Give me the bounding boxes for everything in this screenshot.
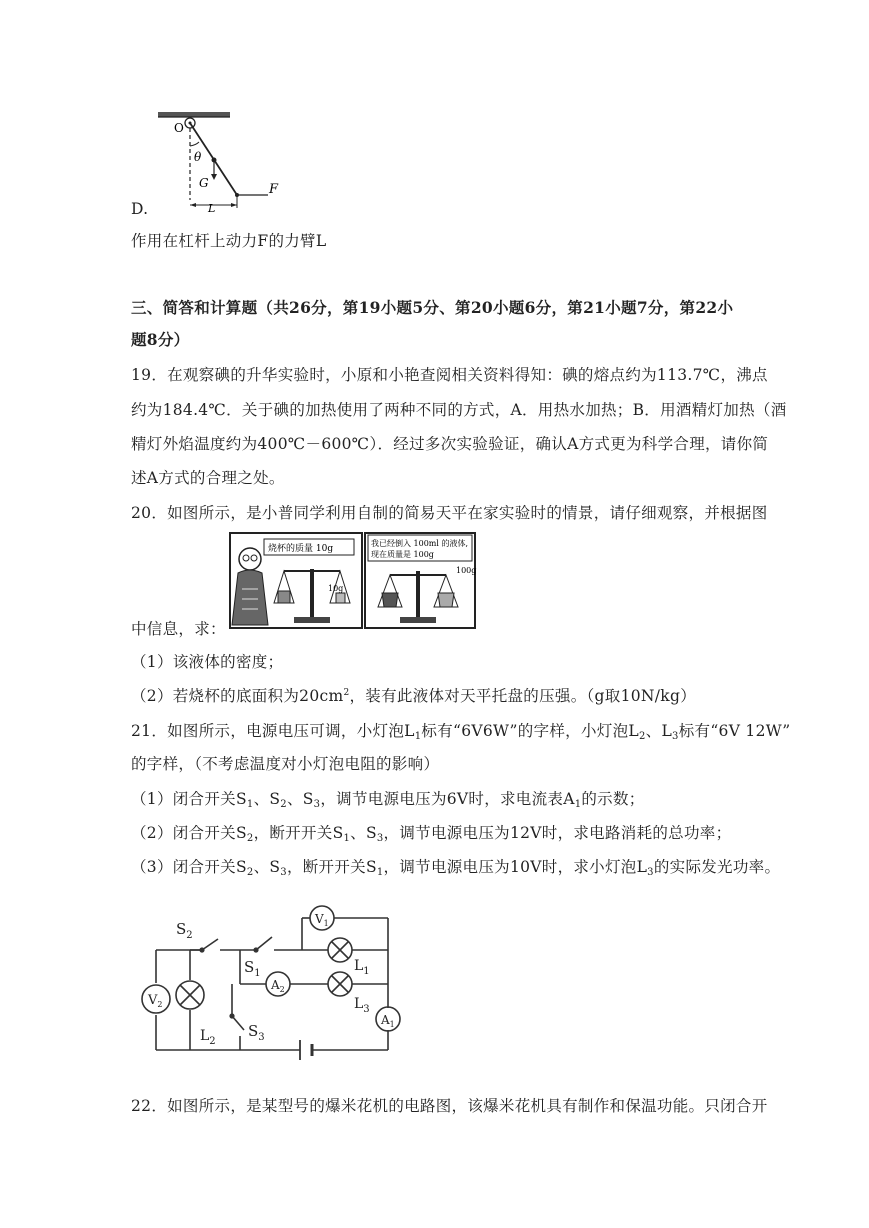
- circuit-label-s1: $S_1$: [244, 958, 261, 979]
- q19-text: 19．在观察碘的升华实验时，小原和小艳查阅相关资料得知：碘的熔点约为113.7℃，沸点: [131, 366, 768, 384]
- q19-text: 约为184.4℃．关于碘的加热使用了两种不同的方式，A．用热水加热；B．用酒精灯加热（酒: [131, 401, 787, 419]
- weight-label-10g: 10g: [328, 584, 344, 593]
- option-d-caption: 作用在杠杆上动力F的力臂L: [131, 232, 327, 250]
- circuit-label-v1: $V_1$: [315, 912, 329, 928]
- q20-sub2: （2）若烧杯的底面积为$20cm^2$，装有此液体对天平托盘的压强。（g取10N/kg）: [131, 687, 696, 705]
- q21-text: 21．如图所示，电源电压可调，小灯泡$L_1$标有“6V6W”的字样，小灯泡$L_2$、$L_3$标有“6V 12W”: [131, 722, 791, 742]
- circuit-label-a1: $A_1$: [381, 1013, 395, 1029]
- circuit-label-l2: $L_2$: [200, 1028, 216, 1047]
- lamp-l3: [328, 972, 352, 996]
- section-heading: 三、简答和计算题（共26分，第19小题5分、第20小题6分，第21小题7分，第22小: [131, 298, 734, 317]
- lamp-l1: [328, 938, 352, 962]
- lever-label-o: O: [174, 121, 184, 135]
- q20-text: 中信息，求：: [131, 620, 226, 638]
- q22-text: 22．如图所示，是某型号的爆米花机的电路图，该爆米花机具有制作和保温功能。只闭合开: [131, 1097, 768, 1115]
- section-heading-cont: 题8分）: [131, 330, 190, 349]
- circuit-label-s2: $S_2$: [176, 920, 193, 941]
- q21-sub3: （3）闭合开关$S_2$、$S_3$，断开开关$S_1$，调节电源电压为10V时，求小灯泡$L_3$的实际发光功率。: [131, 858, 781, 878]
- q19-text: 述A方式的合理之处。: [131, 469, 285, 487]
- circuit-diagram: [132, 888, 412, 1063]
- bubble-liquid-line1: 我已经倒入 100ml 的液体,: [371, 539, 469, 548]
- q20-text: 20．如图所示，是小普同学利用自制的简易天平在家实验时的情景，请仔细观察，并根据图: [131, 504, 768, 522]
- bubble-liquid-line2: 现在质量是 100g: [371, 550, 434, 559]
- student-figure: [232, 548, 268, 625]
- balance-right: [378, 566, 476, 623]
- q20-sub1: （1）该液体的密度；: [131, 653, 284, 671]
- bubble-beaker-mass: 烧杯的质量 10g: [268, 544, 334, 554]
- lever-label-l: L: [208, 202, 216, 213]
- circuit-label-v2: $V_2$: [148, 993, 163, 1009]
- q21-sub2: （2）闭合开关$S_2$，断开开关$S_1$、$S_3$，调节电源电压为12V时，求电路消耗的总功率；: [131, 824, 732, 844]
- q21-text: 的字样，（不考虑温度对小灯泡电阻的影响）: [131, 755, 440, 773]
- balance-figure: [228, 529, 478, 632]
- q19-text: 精灯外焰温度约为400℃－600℃）．经过多次实验验证，确认A方式更为科学合理，请你简: [131, 435, 769, 453]
- q21-sub1: （1）闭合开关$S_1$、$S_2$、$S_3$，调节电源电压为6V时，求电流表$A_1$的示数；: [131, 790, 645, 810]
- circuit-label-l3: $L_3$: [354, 996, 370, 1015]
- circuit-label-a2: $A_2$: [271, 978, 285, 994]
- lamp-l2: [176, 981, 204, 1009]
- balance-left: [274, 569, 350, 623]
- circuit-label-l1: $L_1$: [354, 958, 370, 977]
- ceiling-hatching: [158, 112, 230, 117]
- lever-label-theta: θ: [194, 150, 202, 164]
- circuit-label-s3: $S_3$: [248, 1022, 265, 1043]
- option-d-label: D.: [131, 200, 149, 218]
- lever-label-g: G: [199, 176, 209, 190]
- lever-label-f: F: [269, 182, 279, 197]
- weight-label-100g: 100g: [456, 566, 477, 575]
- lever-figure: [150, 108, 290, 213]
